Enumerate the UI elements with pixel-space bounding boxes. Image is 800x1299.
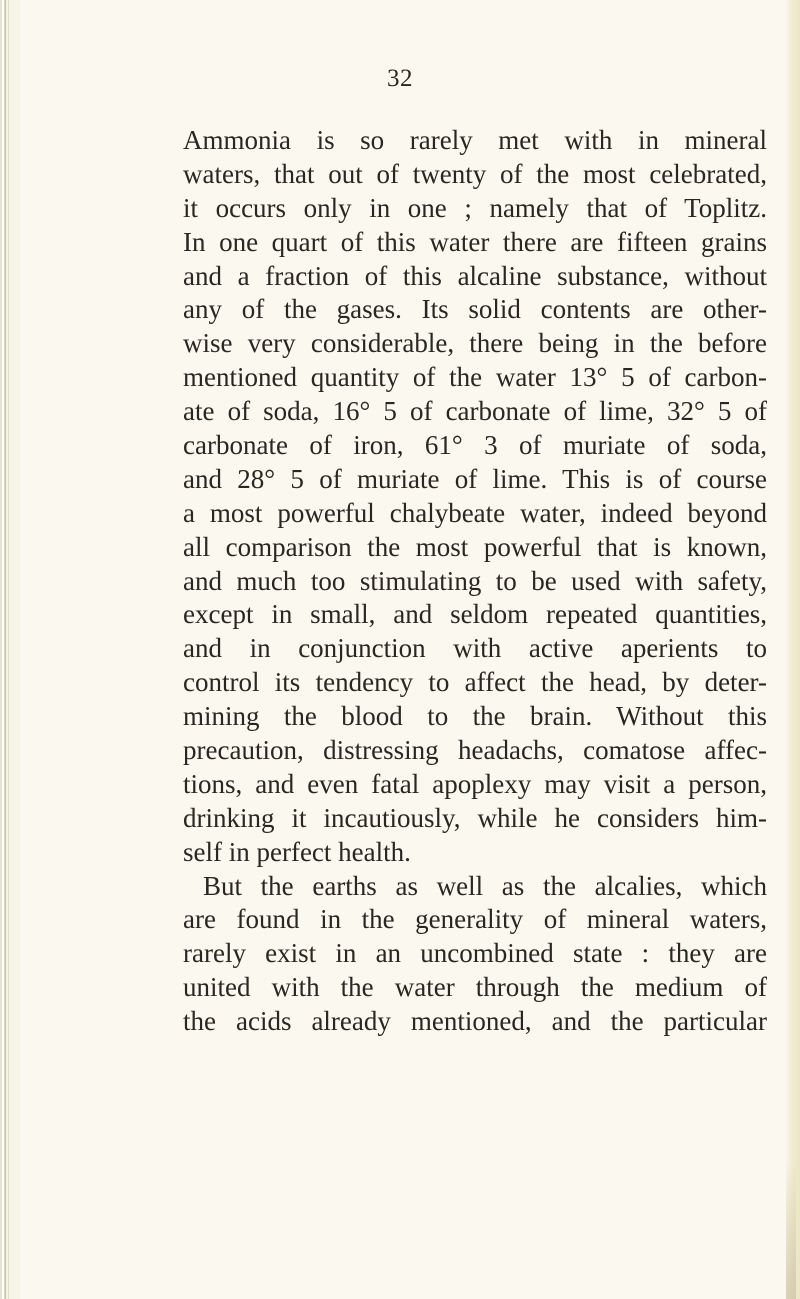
text-line: the acids already mentioned, and the particular	[183, 1006, 767, 1037]
text-line: are found in the generality of mineral waters,	[183, 904, 767, 935]
scan-shadow	[786, 1160, 796, 1299]
text-line: all comparison the most powerful that is known,	[183, 531, 767, 562]
page-right-edge	[786, 0, 800, 1299]
text-line: rarely exist in an uncombined state : they are	[183, 938, 767, 969]
binding-line	[5, 0, 6, 1299]
text-line: and in conjunction with active aperients to	[183, 633, 767, 664]
text-line: control its tendency to affect the head, by deter-	[183, 667, 767, 698]
body-text	[183, 124, 767, 1039]
text-line: ate of soda, 16° 5 of carbonate of lime, 32° 5 of	[183, 396, 767, 427]
text-line: and a fraction of this alcaline substance, without	[183, 260, 767, 291]
text-line: But the earths as well as the alcalies, which	[203, 870, 767, 901]
text-line: mentioned quantity of the water 13° 5 of carbon-	[183, 362, 767, 393]
text-line: and 28° 5 of muriate of lime. This is of course	[183, 463, 767, 494]
text-line: except in small, and seldom repeated quantities,	[183, 599, 767, 630]
text-line: wise very considerable, there being in the before	[183, 328, 767, 359]
text-line: In one quart of this water there are fifteen grains	[183, 226, 767, 257]
text-line: drinking it incautiously, while he considers him-	[183, 802, 767, 833]
text-line: any of the gases. Its solid contents are other-	[183, 294, 767, 325]
text-line: mining the blood to the brain. Without this	[183, 701, 767, 732]
text-line: and much too stimulating to be used with safety,	[183, 565, 767, 596]
text-line: waters, that out of twenty of the most celebrated,	[183, 158, 767, 189]
text-line: united with the water through the medium of	[183, 972, 767, 1003]
text-line: carbonate of iron, 61° 3 of muriate of soda,	[183, 430, 767, 461]
text-line: self in perfect health.	[183, 836, 411, 867]
page-binding-edge	[0, 0, 20, 1299]
text-line: precaution, distressing headachs, comatose affec-	[183, 735, 767, 766]
text-line: Ammonia is so rarely met with in mineral	[183, 125, 767, 155]
text-line: tions, and even fatal apoplexy may visit a person,	[183, 768, 767, 799]
page-number: 32	[387, 65, 413, 92]
text-line: a most powerful chalybeate water, indeed beyond	[183, 497, 767, 528]
text-line: it occurs only in one ; namely that of Toplitz.	[183, 192, 767, 223]
